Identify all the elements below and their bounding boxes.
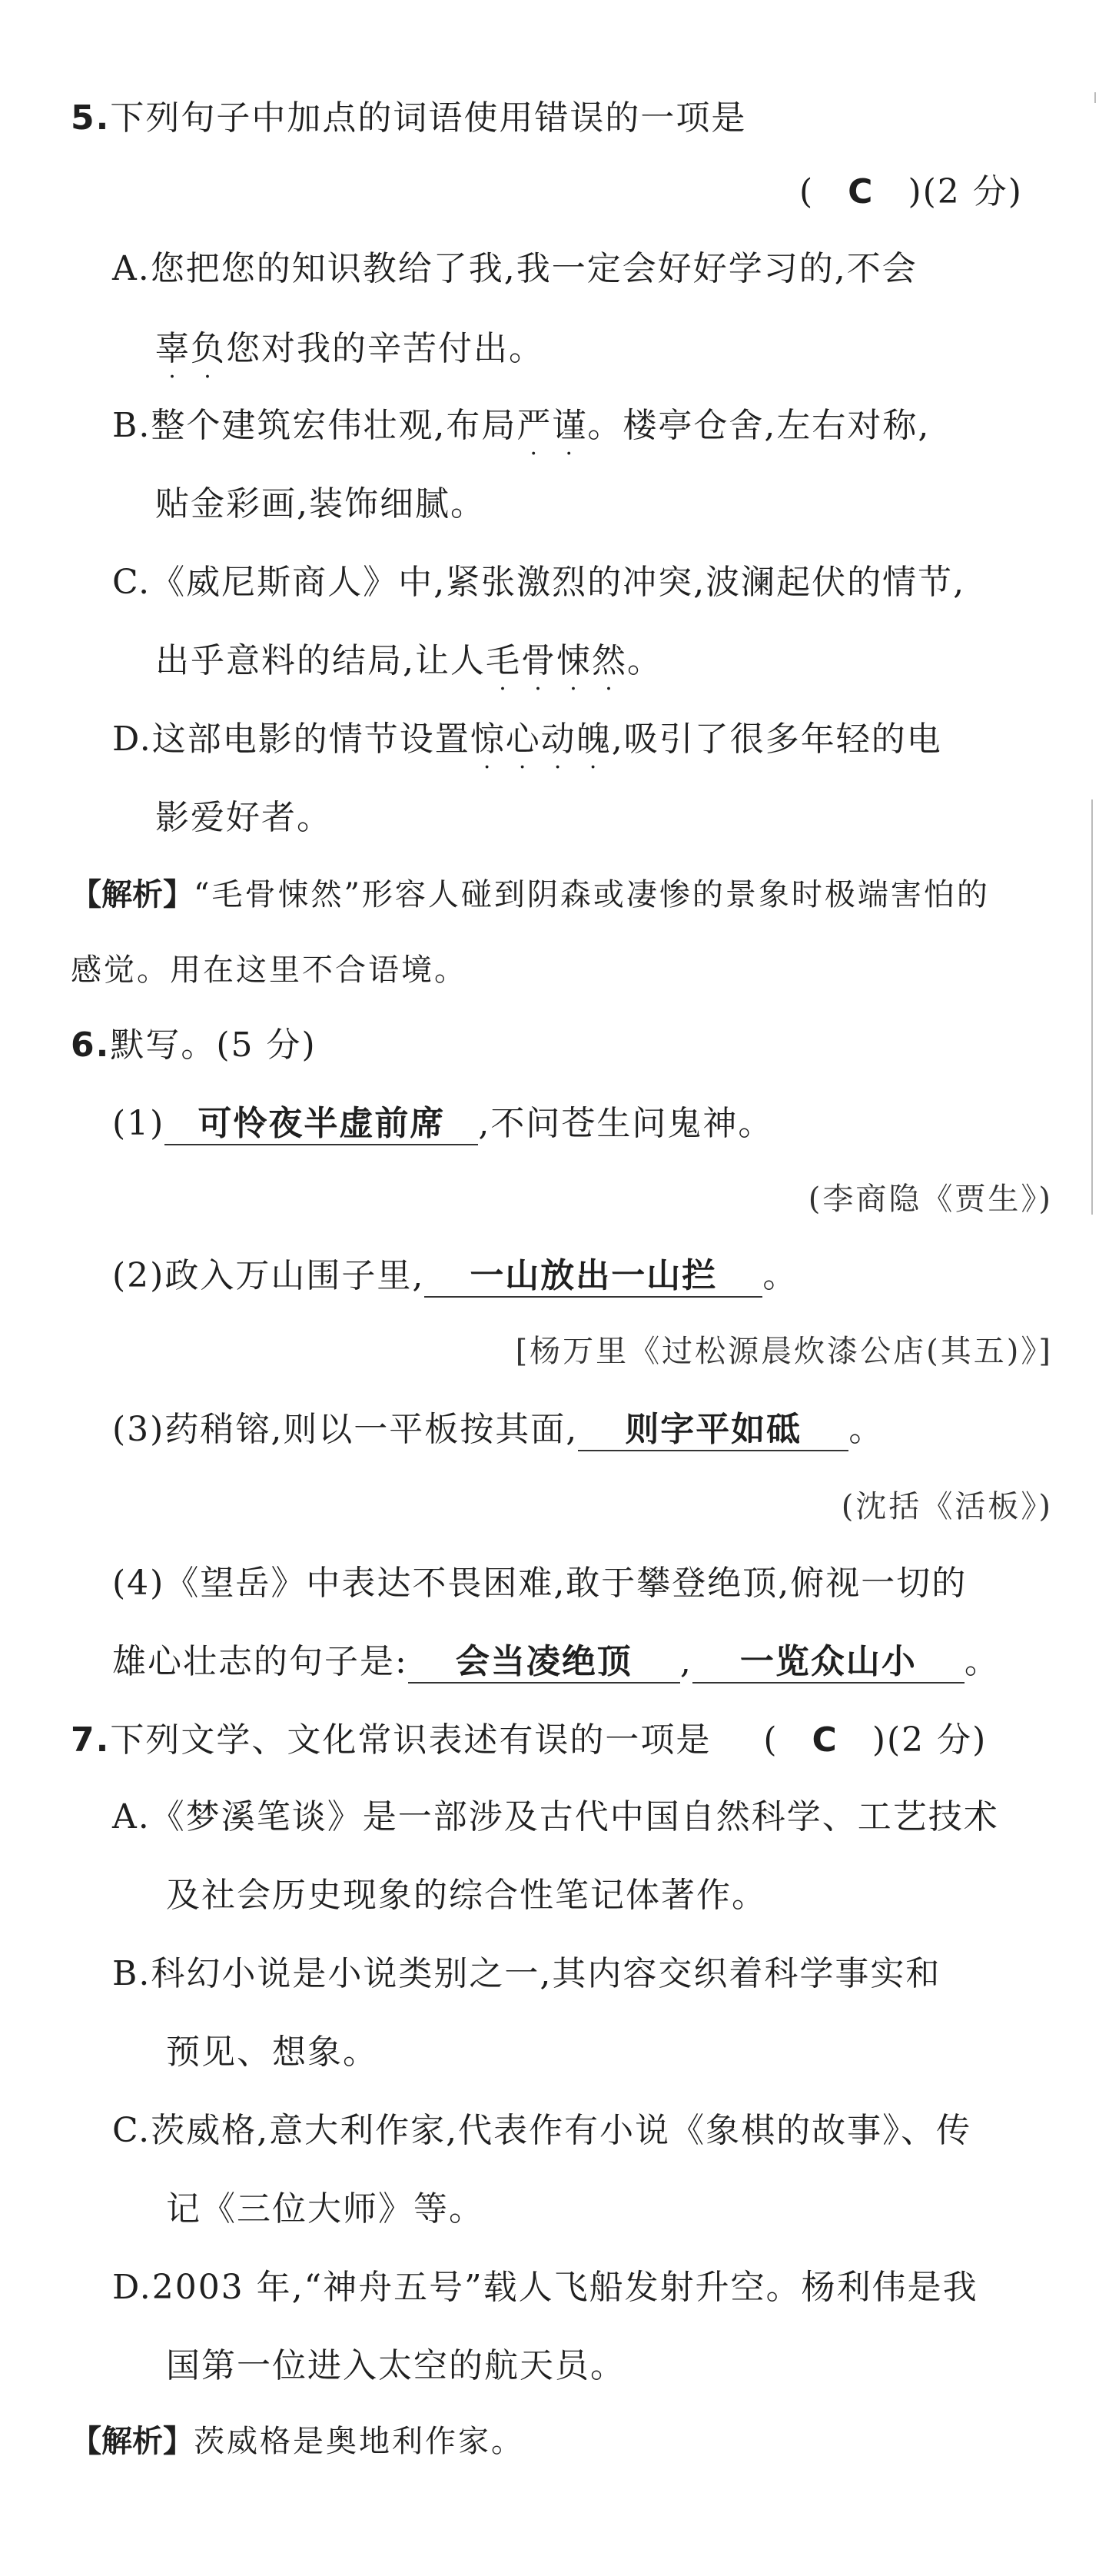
q6-stem: 6.默写。(5 分)	[71, 1025, 317, 1065]
analysis-label: 【解析】	[71, 877, 194, 912]
q6-item-2: (2)政入万山围子里, 一山放出一山拦 。	[112, 1253, 798, 1299]
option-label: C.	[112, 2111, 151, 2150]
q7-option-d-cont: 国第一位进入太空的航天员。	[166, 2346, 626, 2385]
q7-option-b-cont: 预见、想象。	[166, 2033, 378, 2072]
q7-answer: C	[812, 1720, 838, 1760]
q5-number: 5.	[71, 98, 111, 138]
q7-stem: 7.下列文学、文化常识表述有误的一项是 ( C )(2 分)	[71, 1720, 988, 1760]
option-label: C.	[112, 563, 151, 602]
emphasized-word: 严谨 · ·	[516, 406, 588, 467]
q6-item-4-cont: 雄心壮志的句子是: 会当凌绝顶 , 一览众山小 。	[112, 1639, 1000, 1685]
q5-option-b: B.整个建筑宏伟壮观,布局严谨 · · 。楼亭仓舍,左右对称,	[112, 403, 930, 449]
q5-score: (2 分)	[922, 172, 1023, 211]
q5-option-d-cont: 影爱好者。	[155, 798, 332, 837]
analysis-label: 【解析】	[71, 2424, 194, 2459]
q5-option-d: D.这部电影的情节设置惊心动魄 · · · · ,吸引了很多年轻的电	[112, 716, 942, 763]
emphasized-word: 辜负 · ·	[155, 329, 226, 391]
q7-option-a: A.《梦溪笔谈》是一部涉及古代中国自然科学、工艺技术	[112, 1797, 999, 1836]
q5-stem-text: 下列句子中加点的词语使用错误的一项是	[110, 98, 747, 138]
q5-analysis-cont: 感觉。用在这里不合语境。	[71, 952, 467, 988]
q6-item-3-source: (沈括《活板》)	[841, 1489, 1053, 1524]
q5-option-b-cont: 贴金彩画,装饰细腻。	[155, 484, 486, 524]
page-edge-line	[1091, 799, 1093, 1215]
option-label: A.	[112, 249, 151, 288]
q6-item-1-source: (李商隐《贾生》)	[808, 1182, 1053, 1217]
q7-analysis: 【解析】茨威格是奥地利作家。	[71, 2424, 524, 2459]
option-label: D.	[112, 2268, 152, 2307]
q7-option-c: C.茨威格,意大利作家,代表作有小说《象棋的故事》、传	[112, 2111, 972, 2150]
q7-option-c-cont: 记《三位大师》等。	[166, 2189, 484, 2229]
option-label: B.	[112, 1954, 151, 1993]
q5-option-c: C.《威尼斯商人》中,紧张激烈的冲突,波澜起伏的情节,	[112, 563, 966, 602]
emphasized-word: 毛骨悚然 · · · ·	[486, 641, 627, 703]
emphasized-word: 惊心动魄 · · · ·	[470, 720, 612, 781]
q7-score: (2 分)	[886, 1720, 988, 1760]
fill-blank: 一览众山小	[692, 1642, 965, 1684]
q7-option-b: B.科幻小说是小说类别之一,其内容交织着科学事实和	[112, 1954, 941, 1993]
q5-option-a: A.您把您的知识教给了我,我一定会好好学习的,不会	[112, 249, 918, 288]
option-label: D.	[112, 720, 152, 759]
q7-option-a-cont: 及社会历史现象的综合性笔记体著作。	[166, 1876, 767, 1915]
q6-item-1: (1) 可怜夜半虚前席 ,不问苍生问鬼神。	[112, 1101, 773, 1147]
fill-blank: 可怜夜半虚前席	[164, 1104, 478, 1145]
q6-item-2-source: [杨万里《过松源晨炊漆公店(其五)》]	[515, 1334, 1053, 1369]
fill-blank: 一山放出一山拦	[424, 1256, 762, 1298]
option-label: A.	[112, 1797, 151, 1836]
option-label: B.	[112, 406, 151, 445]
q5-answer: C	[848, 172, 875, 211]
page-edge-mark	[1094, 92, 1096, 103]
q5-option-a-cont: 辜负 · · 您对我的辛苦付出。	[155, 326, 544, 372]
q5-option-c-cont: 出乎意料的结局,让人毛骨悚然 · · · · 。	[155, 638, 662, 684]
q7-option-d: D.2003 年,“神舟五号”载人飞船发射升空。杨利伟是我	[112, 2268, 978, 2307]
q7-number: 7.	[71, 1720, 111, 1760]
fill-blank: 则字平如砥	[578, 1410, 848, 1451]
q6-number: 6.	[71, 1025, 111, 1065]
q5-stem	[71, 95, 746, 141]
q5-analysis: 【解析】“毛骨悚然”形容人碰到阴森或凄惨的景象时极端害怕的	[71, 877, 990, 912]
q5-answer-row: ( C )(2 分)	[799, 172, 1023, 211]
q6-item-4: (4)《望岳》中表达不畏困难,敢于攀登绝顶,俯视一切的	[112, 1564, 968, 1603]
fill-blank: 会当凌绝顶	[408, 1642, 680, 1684]
q6-item-3: (3)药稍镕,则以一平板按其面, 则字平如砥 。	[112, 1407, 884, 1453]
